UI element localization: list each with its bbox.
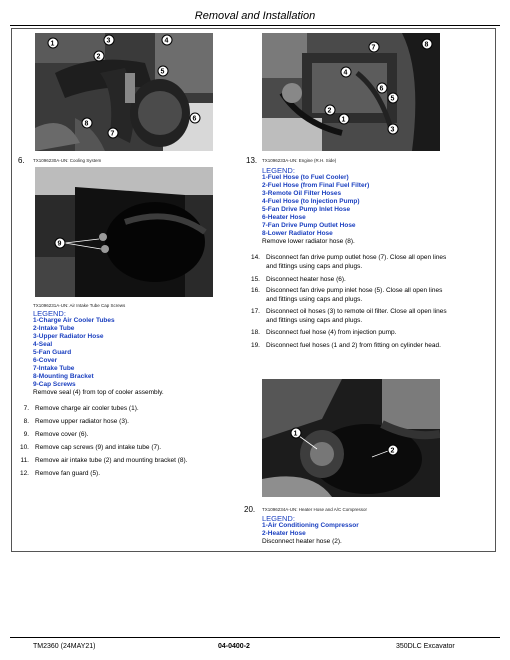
callout-2: 2	[390, 447, 395, 455]
callout-1: 1	[341, 116, 346, 124]
footer-model: 350DLC Excavator	[396, 643, 455, 650]
callout-2: 2	[96, 53, 101, 61]
figure-13-number: 13.	[246, 156, 258, 165]
step-line-1: Disconnect fan drive pump outlet hose (7). Close all open lines	[266, 254, 447, 261]
step-number: 9.	[23, 431, 29, 438]
cooling-system-photo	[35, 33, 213, 151]
figure-13-note: Remove lower radiator hose (8).	[262, 238, 355, 245]
step-number: 19.	[250, 342, 260, 349]
legend-item: 8-Lower Radiator Hose	[262, 230, 333, 237]
callout-4: 4	[164, 37, 169, 45]
step-line-2: and fittings using caps and plugs.	[266, 317, 363, 324]
engine-rh-photo	[262, 33, 440, 151]
intake-legend	[33, 317, 115, 389]
legend-item: 4-Seal	[33, 341, 53, 348]
figure-13-legend	[262, 174, 369, 238]
page-header-title: Removal and Installation	[194, 10, 316, 22]
callout-5: 5	[390, 95, 395, 103]
figure-20-note: Disconnect heater hose (2).	[262, 538, 342, 545]
figure-13-legend-title: LEGEND:	[262, 166, 295, 175]
intake-note: Remove seal (4) from top of cooler assembly.	[33, 389, 164, 396]
step-line-2: and fittings using caps and plugs.	[266, 263, 363, 270]
step-number: 7.	[23, 405, 29, 412]
figure-20-legend-title: LEGEND:	[262, 514, 295, 523]
callout-6: 6	[192, 115, 197, 123]
legend-item: 3-Remote Oil Filter Hoses	[262, 190, 342, 197]
callout-1: 1	[50, 40, 55, 48]
step-line-2: and fittings using caps and plugs.	[266, 296, 363, 303]
callout-3: 3	[106, 37, 111, 45]
footer-manual-id: TM2360 (24MAY21)	[33, 643, 96, 650]
legend-item: 1-Fuel Hose (to Fuel Cooler)	[262, 174, 349, 181]
step-number: 15.	[250, 276, 260, 283]
callout-6: 6	[379, 85, 384, 93]
callout-7: 7	[110, 130, 115, 138]
legend-item: 2-Intake Tube	[33, 325, 75, 332]
legend-item: 1-Air Conditioning Compressor	[262, 522, 359, 529]
step-line-1: Disconnect heater hose (6).	[266, 276, 346, 283]
figure-20-caption: TX1096234A-UN: Heater Hose and A/C Compressor	[262, 507, 368, 512]
callout-8: 8	[84, 120, 89, 128]
legend-item: 1-Charge Air Cooler Tubes	[33, 317, 115, 324]
step-text: Remove cover (6).	[35, 431, 89, 438]
step-text: Remove fan guard (5).	[35, 470, 101, 477]
step-number: 8.	[23, 418, 29, 425]
step-line-1: Disconnect fuel hoses (1 and 2) from fitting on cylinder head.	[266, 342, 441, 349]
step-number: 12.	[19, 470, 29, 477]
step-number: 17.	[250, 308, 260, 315]
figure-13-caption: TX1096233A-UN: Engine (R.H. Side)	[262, 158, 337, 163]
callout-4: 4	[343, 69, 348, 77]
legend-item: 2-Fuel Hose (from Final Fuel Filter)	[262, 182, 370, 189]
footer-page-number: 04-0400-2	[218, 643, 250, 650]
step-line-1: Disconnect oil hoses (3) to remote oil filter. Close all open lines	[266, 308, 447, 315]
intake-caption: TX1096231A-UN: Air Intake Tube Cap Screws	[33, 303, 126, 308]
callout-5: 5	[160, 68, 165, 76]
step-text: Remove cap screws (9) and intake tube (7).	[35, 444, 162, 451]
callout-8: 8	[424, 41, 429, 49]
step-line-1: Disconnect fan drive pump inlet hose (5). Close all open lines	[266, 287, 443, 294]
step-text: Remove upper radiator hose (3).	[35, 418, 129, 425]
legend-item: 5-Fan Guard	[33, 349, 72, 356]
figure-6-caption: TX1096230A-UN: Cooling System	[33, 158, 102, 163]
legend-item: 2-Heater Hose	[262, 530, 306, 537]
legend-item: 4-Fuel Hose (to Injection Pump)	[262, 198, 360, 205]
callout-3: 3	[390, 126, 395, 134]
callout-2: 2	[327, 107, 332, 115]
footer-rule	[10, 637, 500, 638]
legend-item: 7-Intake Tube	[33, 365, 75, 372]
step-text: Remove air intake tube (2) and mounting bracket (8).	[35, 457, 188, 464]
step-text: Remove charge air cooler tubes (1).	[35, 405, 139, 412]
legend-item: 5-Fan Drive Pump Inlet Hose	[262, 206, 351, 213]
callout-7: 7	[371, 44, 376, 52]
figure-20-legend	[262, 522, 359, 538]
callout-9: 9	[57, 240, 62, 248]
figure-6-number: 6.	[18, 156, 25, 165]
legend-item: 6-Cover	[33, 357, 58, 364]
legend-item: 7-Fan Drive Pump Outlet Hose	[262, 222, 356, 229]
callout-1: 1	[293, 430, 298, 438]
step-number: 18.	[250, 329, 260, 336]
step-number: 10.	[19, 444, 29, 451]
intake-tube-cap-screws-photo	[35, 167, 213, 297]
legend-item: 8-Mounting Bracket	[33, 373, 94, 380]
figure-20-number: 20.	[244, 505, 256, 514]
legend-item: 6-Heater Hose	[262, 214, 306, 221]
legend-item: 3-Upper Radiator Hose	[33, 333, 104, 340]
intake-callouts	[55, 238, 65, 248]
heater-hose-ac-compressor-photo	[262, 379, 440, 497]
intake-legend-title: LEGEND:	[33, 309, 66, 318]
legend-item: 9-Cap Screws	[33, 381, 76, 388]
step-number: 14.	[250, 254, 260, 261]
step-number: 11.	[20, 457, 29, 464]
header-rule	[10, 25, 500, 26]
step-number: 16.	[250, 287, 260, 294]
step-line-1: Disconnect fuel hose (4) from injection pump.	[266, 329, 397, 336]
